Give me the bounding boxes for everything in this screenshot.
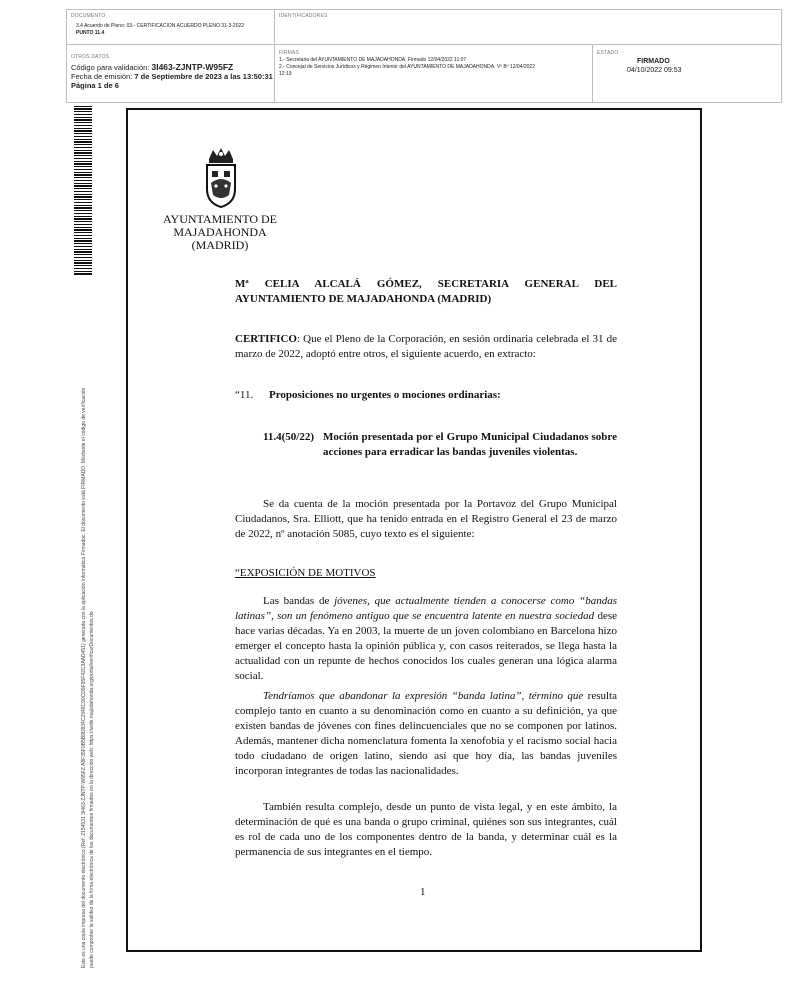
fecha-label: Fecha de emisión:: [71, 72, 133, 81]
side-text-line2: puede comprobar la validez de la firma electrónica de los documentos firmados en la dirección web: https://sede.majadahonda.org/portal/verificarDocumentos.do: [89, 611, 95, 968]
header-divider: [274, 10, 275, 102]
motion-number: 11.4(50/22): [263, 431, 315, 443]
otros-datos-label: OTROS DATOS: [71, 54, 110, 60]
pagina-indicator: Página 1 de 6: [71, 81, 119, 90]
documento-line2: PUNTO 11.4: [76, 30, 105, 36]
documento-line1: 3.4 Acuerdo de Pleno: 03.- CERTIFICACION ACUERDO PLENO 31-3-2022: [76, 23, 245, 29]
certifico-text: : Que el Pleno de la Corporación, en sesión ordinaria celebrada el 31 de marzo de 2022, adoptó entre otros, el siguiente acuerdo, en extracto:: [235, 333, 617, 360]
paragraph-1: [235, 594, 617, 684]
codigo-value: 3I463-ZJNTP-W95FZ: [151, 62, 234, 72]
ayuntamiento-line3: (MADRID): [191, 238, 249, 252]
page-number: 1: [420, 886, 426, 898]
fecha-value: 7 de Septiembre de 2023 a las 13:50:31: [134, 72, 273, 81]
paragraph-1-start: Las bandas de: [263, 595, 335, 607]
section-number: “11.: [235, 389, 254, 401]
ayuntamiento-line2: MAJADAHONDA: [173, 225, 267, 239]
municipal-crest-icon: [204, 145, 238, 209]
side-text-line1: Este es una copia impresa del documento electrónico (Ref: 2154531 3I463-ZJNTP-W95FZ A8F35F0B5B9D834C2946C90CD9F95F42C3AAD451) generada con la aplicación informática Firmadoc. El documento está FIRMADO. Mediante el código de verificación: [81, 387, 87, 968]
identificadores-label: IDENTIFICADORES: [279, 13, 328, 19]
estado-label: ESTADO: [597, 50, 619, 56]
firma-1: 1.- Secretaria del AYUNTAMIENTO DE MAJADAHONDA. Firmado 12/04/2022 11:07: [279, 57, 467, 63]
estado-value: FIRMADO: [637, 58, 670, 65]
header-divider: [592, 45, 593, 102]
estado-date: 04/10/2022 09:53: [627, 67, 682, 74]
document-metadata-header: [66, 9, 782, 103]
certifico-paragraph: [235, 332, 617, 362]
section-title: Proposiciones no urgentes o mociones ordinarias:: [269, 389, 501, 401]
header-divider: [67, 44, 781, 45]
motion-heading: [263, 430, 617, 460]
paragraph-3: También resulta complejo, desde un punto de vista legal, y en este ámbito, la determinación de qué es una banda o grupo criminal, quiénes son sus integrantes, cuál es rol de cada uno de los componentes dentro de la banda, y determinar cuál es la permanencia de sus integrantes en el tiempo.: [235, 801, 617, 858]
codigo-label: Código para validación:: [71, 63, 150, 72]
motion-title: Moción presentada por el Grupo Municipal Ciudadanos sobre acciones para erradicar las bandas juveniles violentas.: [323, 431, 617, 458]
side-verification-text: [80, 248, 96, 968]
paragraph-2-text: resulta complejo tanto en cuanto a su denominación como en cuanto a su definición, ya que existen bandas de jóvenes con fines delincuenciales que no se componen por latinos. Además, mantener dicha nomenclatura fomenta la xenofobia y el racismo social hacia todo ciudadano de origen latino, siendo así que hoy día, las bandas juveniles incorporan integrantes de todas las nacionalidades.: [235, 690, 617, 777]
ayuntamiento-name: [160, 213, 280, 252]
firma-2: 2.- Concejal de Servicios Jurídicos y Régimen Interior del AYUNTAMIENTO DE MAJADAHONDA. Vº Bº 12/04/2022: [279, 64, 535, 70]
intro-paragraph: Se da cuenta de la moción presentada por la Portavoz del Grupo Municipal Ciudadanos, Sra. Elliott, que ha tenido entrada en el Registro General el 23 de marzo de 2022, nº anotación 5085, cuyo texto es el siguiente:: [235, 498, 617, 540]
certifico-label: CERTIFICO: [235, 333, 297, 345]
ayuntamiento-line1: AYUNTAMIENTO DE: [162, 212, 278, 226]
paragraph-2-italic: Tendríamos que abandonar la expresión “banda latina”, término que: [263, 690, 584, 702]
documento-label: DOCUMENTO: [71, 13, 106, 19]
paragraph-2: [235, 689, 617, 779]
section-heading: [235, 388, 617, 403]
firma-3: 12:19: [279, 71, 292, 77]
firmas-label: FIRMAS: [279, 50, 300, 56]
secretary-heading: Mª CELIA ALCALÁ GÓMEZ, SECRETARIA GENERAL DEL AYUNTAMIENTO DE MAJADAHONDA (MADRID): [235, 278, 617, 305]
paragraph-1-end: dese hace varias décadas. Ya en 2003, la muerte de un joven colombiano en Barcelona hizo emerger el concepto hasta la opinión pública y, con casos reiterados, se llega hasta la actualidad con un repunte de hechos conocidos los cuales generan una lógica alarma social.: [235, 610, 618, 682]
paragraph-1-italic: jóvenes, que actualmente tienden a conocerse como “bandas latinas”, son un fenómeno antiguo que se encuentra latente en nuestra sociedad: [235, 595, 617, 622]
exposicion-heading: “EXPOSICIÓN DE MOTIVOS: [235, 567, 376, 579]
